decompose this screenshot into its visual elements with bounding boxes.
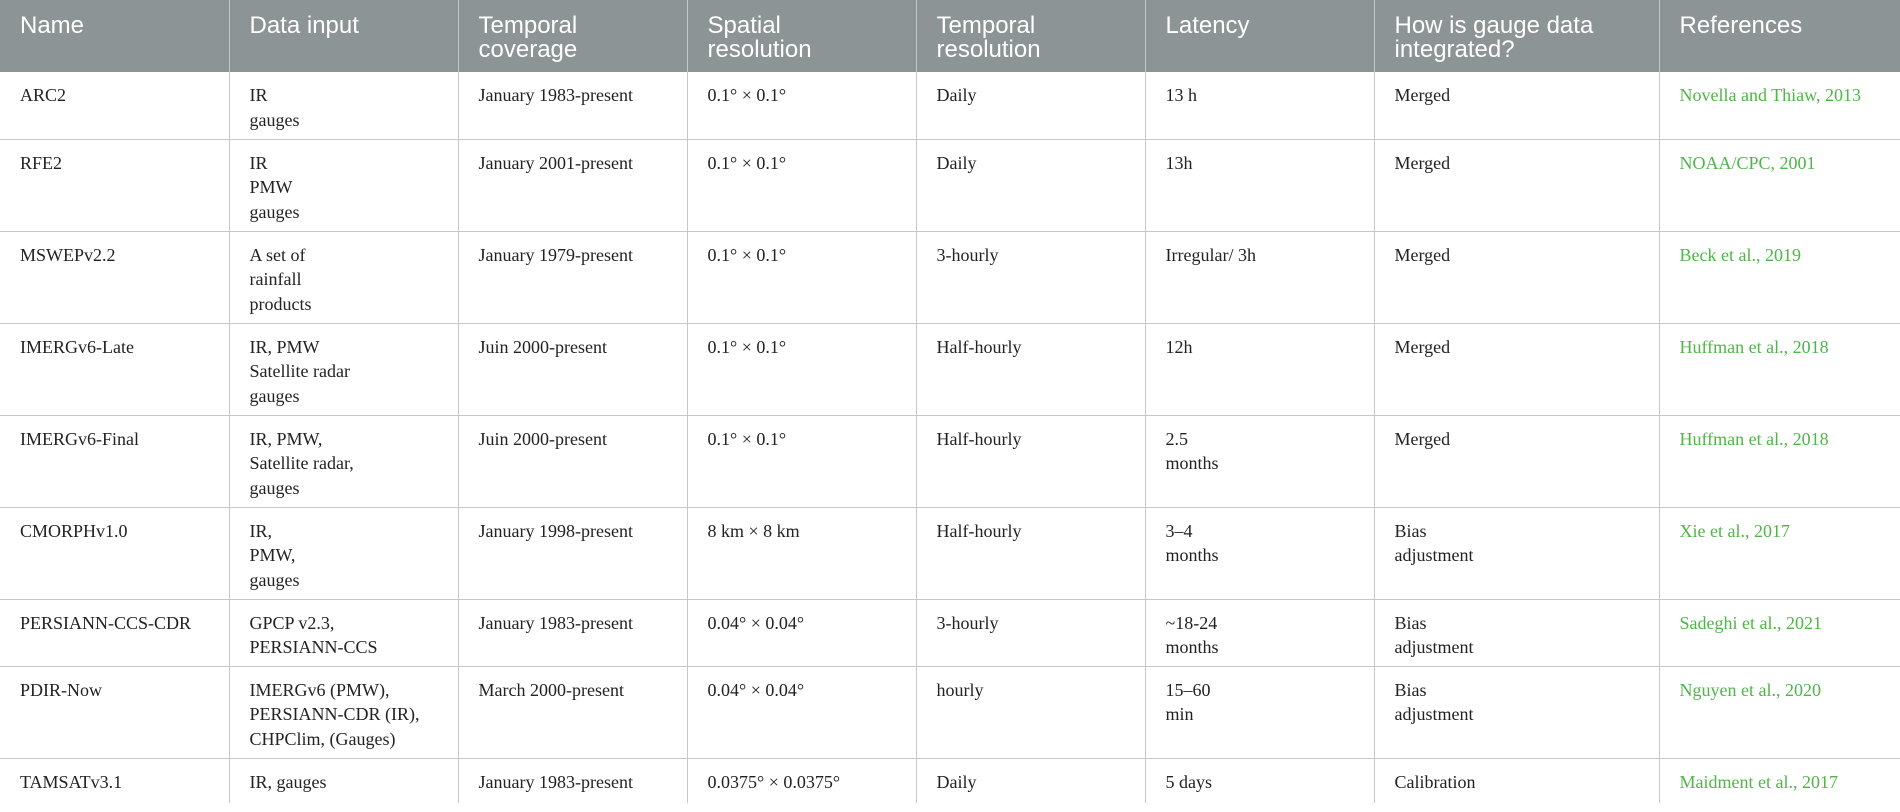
cell-spatial-resolution: 0.04° × 0.04° xyxy=(687,666,916,758)
table-row xyxy=(0,415,1900,507)
header-gauge-integration: How is gauge data integrated? xyxy=(1374,0,1659,72)
cell-gauge-integration: Calibration xyxy=(1374,758,1659,803)
cell-spatial-resolution: 0.1° × 0.1° xyxy=(687,72,916,139)
cell-temporal-resolution: Daily xyxy=(916,139,1145,231)
cell-gauge-integration: Merged xyxy=(1374,72,1659,139)
cell-latency: Irregular/ 3h xyxy=(1145,231,1374,323)
header-name: Name xyxy=(0,0,229,72)
reference-link[interactable]: NOAA/CPC, 2001 xyxy=(1659,139,1900,231)
table-row xyxy=(0,758,1900,803)
cell-name: RFE2 xyxy=(0,139,229,231)
cell-spatial-resolution: 0.1° × 0.1° xyxy=(687,231,916,323)
cell-latency: 13h xyxy=(1145,139,1374,231)
reference-link[interactable]: Huffman et al., 2018 xyxy=(1659,415,1900,507)
header-data-input: Data input xyxy=(229,0,458,72)
cell-temporal-coverage: January 1983-present xyxy=(458,599,687,666)
table-row xyxy=(0,231,1900,323)
cell-temporal-coverage: January 1983-present xyxy=(458,72,687,139)
table-row xyxy=(0,666,1900,758)
cell-gauge-integration: Bias adjustment xyxy=(1374,599,1659,666)
table-row xyxy=(0,139,1900,231)
cell-temporal-resolution: Daily xyxy=(916,72,1145,139)
cell-spatial-resolution: 0.04° × 0.04° xyxy=(687,599,916,666)
cell-gauge-integration: Merged xyxy=(1374,139,1659,231)
cell-temporal-resolution: Half-hourly xyxy=(916,323,1145,415)
table-row xyxy=(0,323,1900,415)
table-header-row xyxy=(0,0,1900,72)
cell-name: TAMSATv3.1 xyxy=(0,758,229,803)
cell-gauge-integration: Bias adjustment xyxy=(1374,507,1659,599)
cell-latency: 2.5 months xyxy=(1145,415,1374,507)
cell-temporal-coverage: March 2000-present xyxy=(458,666,687,758)
table-row xyxy=(0,599,1900,666)
header-latency: Latency xyxy=(1145,0,1374,72)
table-row xyxy=(0,72,1900,139)
cell-temporal-resolution: Daily xyxy=(916,758,1145,803)
cell-latency: 5 days xyxy=(1145,758,1374,803)
cell-spatial-resolution: 0.1° × 0.1° xyxy=(687,139,916,231)
cell-data-input: A set of rainfall products xyxy=(229,231,458,323)
header-temporal-coverage: Temporal coverage xyxy=(458,0,687,72)
cell-spatial-resolution: 0.0375° × 0.0375° xyxy=(687,758,916,803)
cell-temporal-coverage: January 1983-present xyxy=(458,758,687,803)
header-spatial-resolution: Spatial resolution xyxy=(687,0,916,72)
cell-spatial-resolution: 0.1° × 0.1° xyxy=(687,323,916,415)
cell-name: PERSIANN-CCS-CDR xyxy=(0,599,229,666)
cell-latency: 13 h xyxy=(1145,72,1374,139)
cell-latency: 3–4 months xyxy=(1145,507,1374,599)
reference-link[interactable]: Novella and Thiaw, 2013 xyxy=(1659,72,1900,139)
cell-temporal-coverage: January 1979-present xyxy=(458,231,687,323)
reference-link[interactable]: Sadeghi et al., 2021 xyxy=(1659,599,1900,666)
cell-gauge-integration: Merged xyxy=(1374,323,1659,415)
table-row xyxy=(0,507,1900,599)
cell-data-input: IR, PMW Satellite radar gauges xyxy=(229,323,458,415)
cell-latency: 12h xyxy=(1145,323,1374,415)
cell-data-input: IR gauges xyxy=(229,72,458,139)
cell-data-input: IMERGv6 (PMW), PERSIANN-CDR (IR), CHPClim, (Gauges) xyxy=(229,666,458,758)
cell-temporal-resolution: 3-hourly xyxy=(916,231,1145,323)
cell-temporal-coverage: Juin 2000-present xyxy=(458,415,687,507)
cell-data-input: IR, PMW, gauges xyxy=(229,507,458,599)
cell-temporal-resolution: Half-hourly xyxy=(916,415,1145,507)
cell-name: ARC2 xyxy=(0,72,229,139)
cell-spatial-resolution: 0.1° × 0.1° xyxy=(687,415,916,507)
cell-data-input: IR PMW gauges xyxy=(229,139,458,231)
cell-temporal-resolution: 3-hourly xyxy=(916,599,1145,666)
cell-data-input: IR, gauges xyxy=(229,758,458,803)
header-temporal-resolution: Temporal resolution xyxy=(916,0,1145,72)
cell-temporal-resolution: Half-hourly xyxy=(916,507,1145,599)
cell-temporal-resolution: hourly xyxy=(916,666,1145,758)
reference-link[interactable]: Nguyen et al., 2020 xyxy=(1659,666,1900,758)
cell-latency: ~18-24 months xyxy=(1145,599,1374,666)
cell-data-input: GPCP v2.3, PERSIANN-CCS xyxy=(229,599,458,666)
cell-name: IMERGv6-Late xyxy=(0,323,229,415)
cell-latency: 15–60 min xyxy=(1145,666,1374,758)
cell-temporal-coverage: Juin 2000-present xyxy=(458,323,687,415)
reference-link[interactable]: Xie et al., 2017 xyxy=(1659,507,1900,599)
cell-temporal-coverage: January 1998-present xyxy=(458,507,687,599)
reference-link[interactable]: Maidment et al., 2017 xyxy=(1679,771,1838,792)
cell-name: CMORPHv1.0 xyxy=(0,507,229,599)
header-references: References xyxy=(1659,0,1900,72)
cell-data-input: IR, PMW, Satellite radar, gauges xyxy=(229,415,458,507)
cell-spatial-resolution: 8 km × 8 km xyxy=(687,507,916,599)
reference-link[interactable]: Huffman et al., 2018 xyxy=(1659,323,1900,415)
cell-gauge-integration: Merged xyxy=(1374,231,1659,323)
cell-temporal-coverage: January 2001-present xyxy=(458,139,687,231)
cell-name: PDIR-Now xyxy=(0,666,229,758)
reference-link[interactable]: Beck et al., 2019 xyxy=(1659,231,1900,323)
cell-gauge-integration: Bias adjustment xyxy=(1374,666,1659,758)
cell-name: MSWEPv2.2 xyxy=(0,231,229,323)
cell-name: IMERGv6-Final xyxy=(0,415,229,507)
cell-gauge-integration: Merged xyxy=(1374,415,1659,507)
